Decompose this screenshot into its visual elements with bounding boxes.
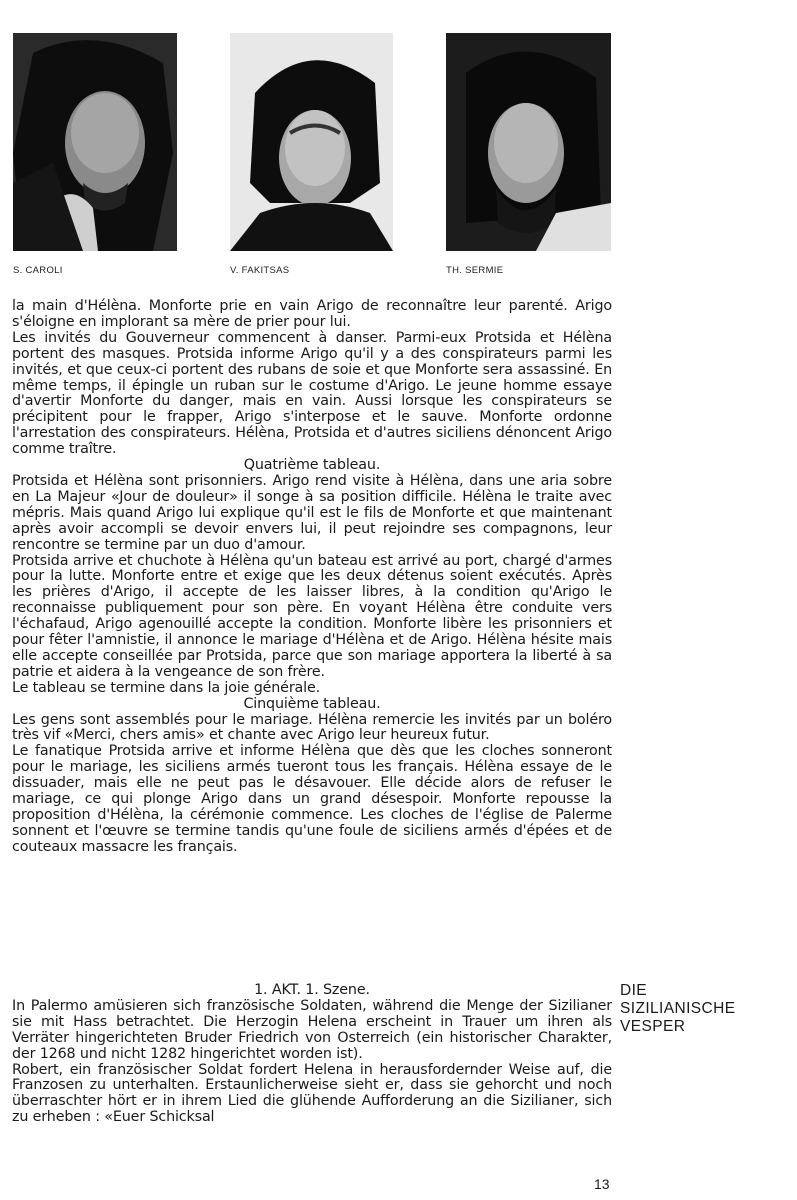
section-heading: Quatrième tableau. xyxy=(243,457,381,474)
portrait-photo-fakitsas xyxy=(230,33,393,251)
section-heading: Cinquième tableau. xyxy=(243,695,381,712)
paragraph: Le tableau se termine dans la joie générale. xyxy=(12,679,321,696)
opera-title-line: VESPER xyxy=(620,1018,686,1035)
german-synopsis xyxy=(12,983,612,1126)
opera-title-line: SIZILIANISCHE xyxy=(620,1000,736,1017)
paragraph: In Palermo amüsieren sich französische Soldaten, während die Menge der Sizilianer sie mit Hass betrachtet. Die Herzogin Helena erscheint in Trauer um ihren als Verräter hingerichteten Bruder Friedrich von Osterreich (ein historischer Charakter, der 1268 und nicht 1282 hingerichtet worden ist). xyxy=(12,997,612,1062)
paragraph: Les gens sont assemblés pour le mariage. Hélèna remercie les invités par un boléro très vif «Merci, chers amis» et chante avec Arigo leur heureux futur. xyxy=(12,711,612,744)
photo-caption: TH. SERMIE xyxy=(446,265,504,276)
paragraph: Les invités du Gouverneur commencent à danser. Parmi-eux Protsida et Hélèna portent des masques. Protsida informe Arigo qu'il y a des conspirateurs parmi les invités, et que ceux-ci portent des rubans de soie et que Monforte sera assassiné. En même temps, il épingle un ruban sur le costume d'Arigo. Le jeune homme essaye d'avertir Monforte du danger, mais en vain. Aussi lorsque les conspirateurs se précipitent pour le frapper, Arigo s'interpose et le sauve. Monforte ordonne l'arrestation des conspirateurs. Hélèna, Protsida et d'autres siciliens dénoncent Arigo comme traître. xyxy=(12,329,612,458)
portrait-photo-sermie xyxy=(446,33,611,251)
french-synopsis xyxy=(12,299,612,856)
paragraph: Protsida arrive et chuchote à Hélèna qu'un bateau est arrivé au port, chargé d'armes pour la lutte. Monforte entre et exige que les deux détenus soient exécutés. Après les prières d'Arigo, il accepte de les laisser libres, à la condition qu'Arigo le reconnaisse publiquement pour son père. En voyant Hélèna être conduite vers l'échafaud, Arigo agenouillé accepte la condition. Monforte libère les prisonniers et pour fêter l'amnistie, il annonce le mariage d'Hélèna et de Arigo. Hélèna hésite mais elle accepte conseillée par Protsida, parce que son mariage apportera la liberté à sa patrie et aidera à la vengeance de son frère. xyxy=(12,552,612,680)
paragraph: la main d'Hélèna. Monforte prie en vain Arigo de reconnaître leur parenté. Arigo s'éloigne en implorant sa mère de prier pour lui. xyxy=(12,298,612,330)
paragraph: Robert, ein französischer Soldat fordert Helena in herausfordernder Weise auf, die Franzosen zu unterhalten. Erstaunlicherweise sieht er, dass sie gehorcht und noch überraschter hört er in ihrem Lied die glühende Aufforderung an die Sizilianer, sich zu erheben : «Euer Schicksal xyxy=(12,1061,612,1126)
paragraph: Le fanatique Protsida arrive et informe Hélèna que dès que les cloches sonneront pour le mariage, les siciliens armés tueront tous les français. Hélèna essaye de le dissuader, mais elle ne peut pas le désavouer. Elle décide alors de refuser le mariage, ce qui plonge Arigo dans un grand désespoir. Monforte repousse la proposition d'Hélèna, la cérémonie commence. Les cloches de l'église de Palerme sonnent et l'œuvre se termine tandis qu'une foule de siciliens armés d'épées et de couteaux massacre les français. xyxy=(12,743,612,855)
opera-title xyxy=(620,982,735,1036)
opera-title-line: DIE xyxy=(620,982,648,999)
paragraph: Protsida et Hélèna sont prisonniers. Arigo rend visite à Hélèna, dans une aria sobre en La Majeur «Jour de douleur» il songe à sa position difficile. Hélèna le traite avec mépris. Mais quand Arigo lui explique qu'il est le fils de Monforte et que maintenant après avoir accompli se devoir envers lui, il peut rejoindre ses compagnons, leur rencontre se termine par un duo d'amour. xyxy=(12,472,612,553)
photo-caption: S. CAROLI xyxy=(13,265,63,276)
page-number: 13 xyxy=(594,1176,610,1192)
section-heading: 1. AKT. 1. Szene. xyxy=(254,982,370,998)
portrait-photo-caroli xyxy=(13,33,177,251)
photo-caption: V. FAKITSAS xyxy=(230,265,290,276)
